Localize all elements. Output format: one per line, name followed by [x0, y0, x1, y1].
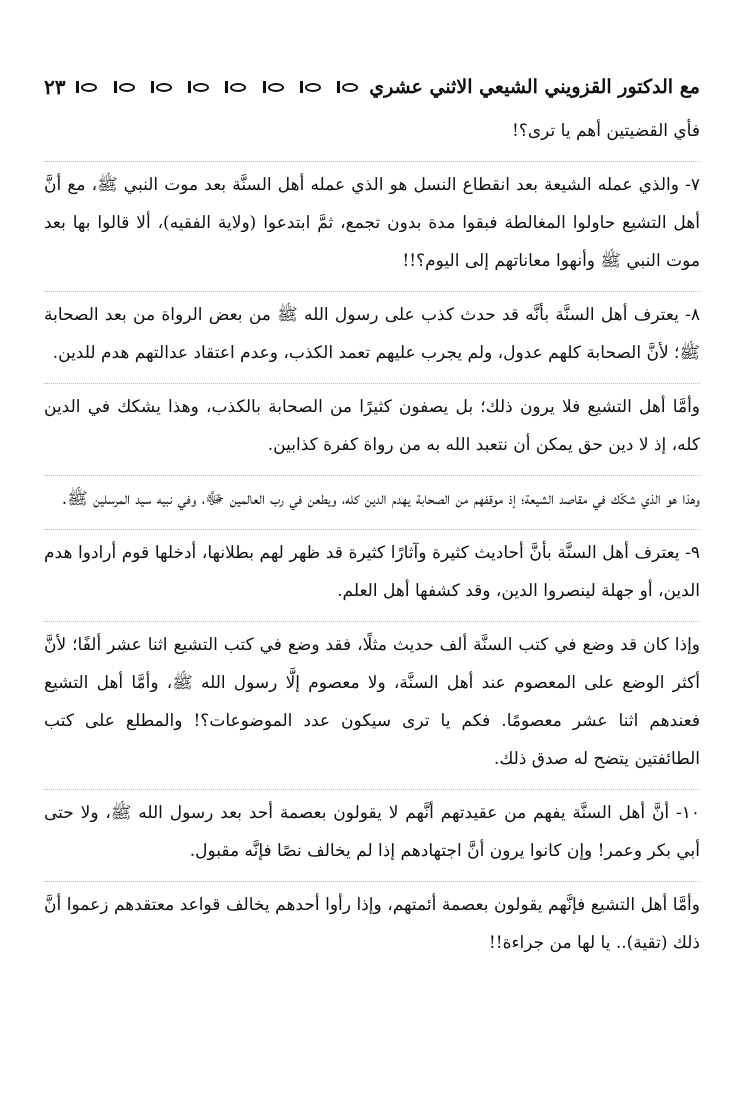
paragraph: ٩- يعترف أهل السنَّة بأنَّ أحاديث كثيرة وآثارًا كثيرة قد ظهر لهم بطلانها، أدخلها قوم أرادوا هدم الدين، أو جهلة لينصروا الدين، وقد كشفها أهل العلم. — [44, 529, 700, 610]
paragraph: ٨- يعترف أهل السنَّة بأنَّه قد حدث كذب على رسول الله ﷺ من بعض الرواة من بعد الصحابة ﷺ؛ لأنَّ الصحابة كلهم عدول، ولم يجرب عليهم تعمد الكذب، وعدم اعتقاد عدالتهم هدم للدين. — [44, 291, 700, 372]
ornament-unit — [150, 81, 173, 93]
running-title: مع الدكتور القزويني الشيعي الاثني عشري — [369, 76, 700, 98]
ornament-unit — [299, 81, 322, 93]
page-body — [44, 112, 700, 962]
page-number: ٢٣ — [44, 75, 66, 99]
paragraph: وأمَّا أهل التشيع فلا يرون ذلك؛ بل يصفون كثيرًا من الصحابة بالكذب، وهذا يشكك في الدين كله، إذ لا دين حق يمكن أن نتعبد الله به من رواة كفرة كذابين. — [44, 383, 700, 464]
ornament-unit — [187, 81, 210, 93]
ornament-unit — [75, 81, 98, 93]
paragraph: وهذا هو الذي شكّك في مقاصد الشيعة؛ إذ موقفهم من الصحابة يهدم الدين كله، ويطعن في رب العالمين ﷻ، وفي نبيه سيد المرسلين ﷺ. — [44, 475, 700, 518]
ornament-unit — [336, 81, 359, 93]
paragraph: وإذا كان قد وضع في كتب السنَّة ألف حديث مثلًا، فقد وضع في كتب التشيع اثنا عشر ألفًا؛ لأنَّ أكثر الوضع على المعصوم عند أهل السنَّة، ولا معصوم إلَّا رسول الله ﷺ، وأمَّا أهل التشيع فعندهم اثنا عشر معصومًا. فكم يا ترى سيكون عدد الموضوعات؟! والمطلع على كتب الطائفتين يتضح له صدق ذلك. — [44, 621, 700, 778]
paragraph: ١٠- أنَّ أهل السنَّة يفهم من عقيدتهم أنَّهم لا يقولون بعصمة أحد بعد رسول الله ﷺ، ولا حتى أبي بكر وعمر! وإن كانوا يرون أنَّ اجتهادهم إذا لم يخالف نصًا فإنَّه مقبول. — [44, 789, 700, 870]
paragraph: فأي القضيتين أهم يا ترى؟! — [512, 121, 700, 141]
ornament-unit — [113, 81, 136, 93]
header-ornament — [75, 80, 359, 94]
ornament-unit — [262, 81, 285, 93]
paragraph: وأمَّا أهل التشيع فإنَّهم يقولون بعصمة أئمتهم، وإذا رأوا أحدهم يخالف قواعد معتقدهم زعموا أنَّ ذلك (تقية).. يا لها من جراءة!! — [44, 881, 700, 962]
ornament-unit — [224, 81, 247, 93]
paragraph: ٧- والذي عمله الشيعة بعد انقطاع النسل هو الذي عمله أهل السنَّة بعد موت النبي ﷺ، مع أنَّ أهل التشيع حاولوا المغالطة فبقوا مدة بدون تجمع، ثمَّ ابتدعوا (ولاية الفقيه)، ألا قالوا بها بعد موت النبي ﷺ وأنهوا معاناتهم إلى اليوم؟!! — [44, 161, 700, 280]
running-header — [44, 70, 700, 104]
